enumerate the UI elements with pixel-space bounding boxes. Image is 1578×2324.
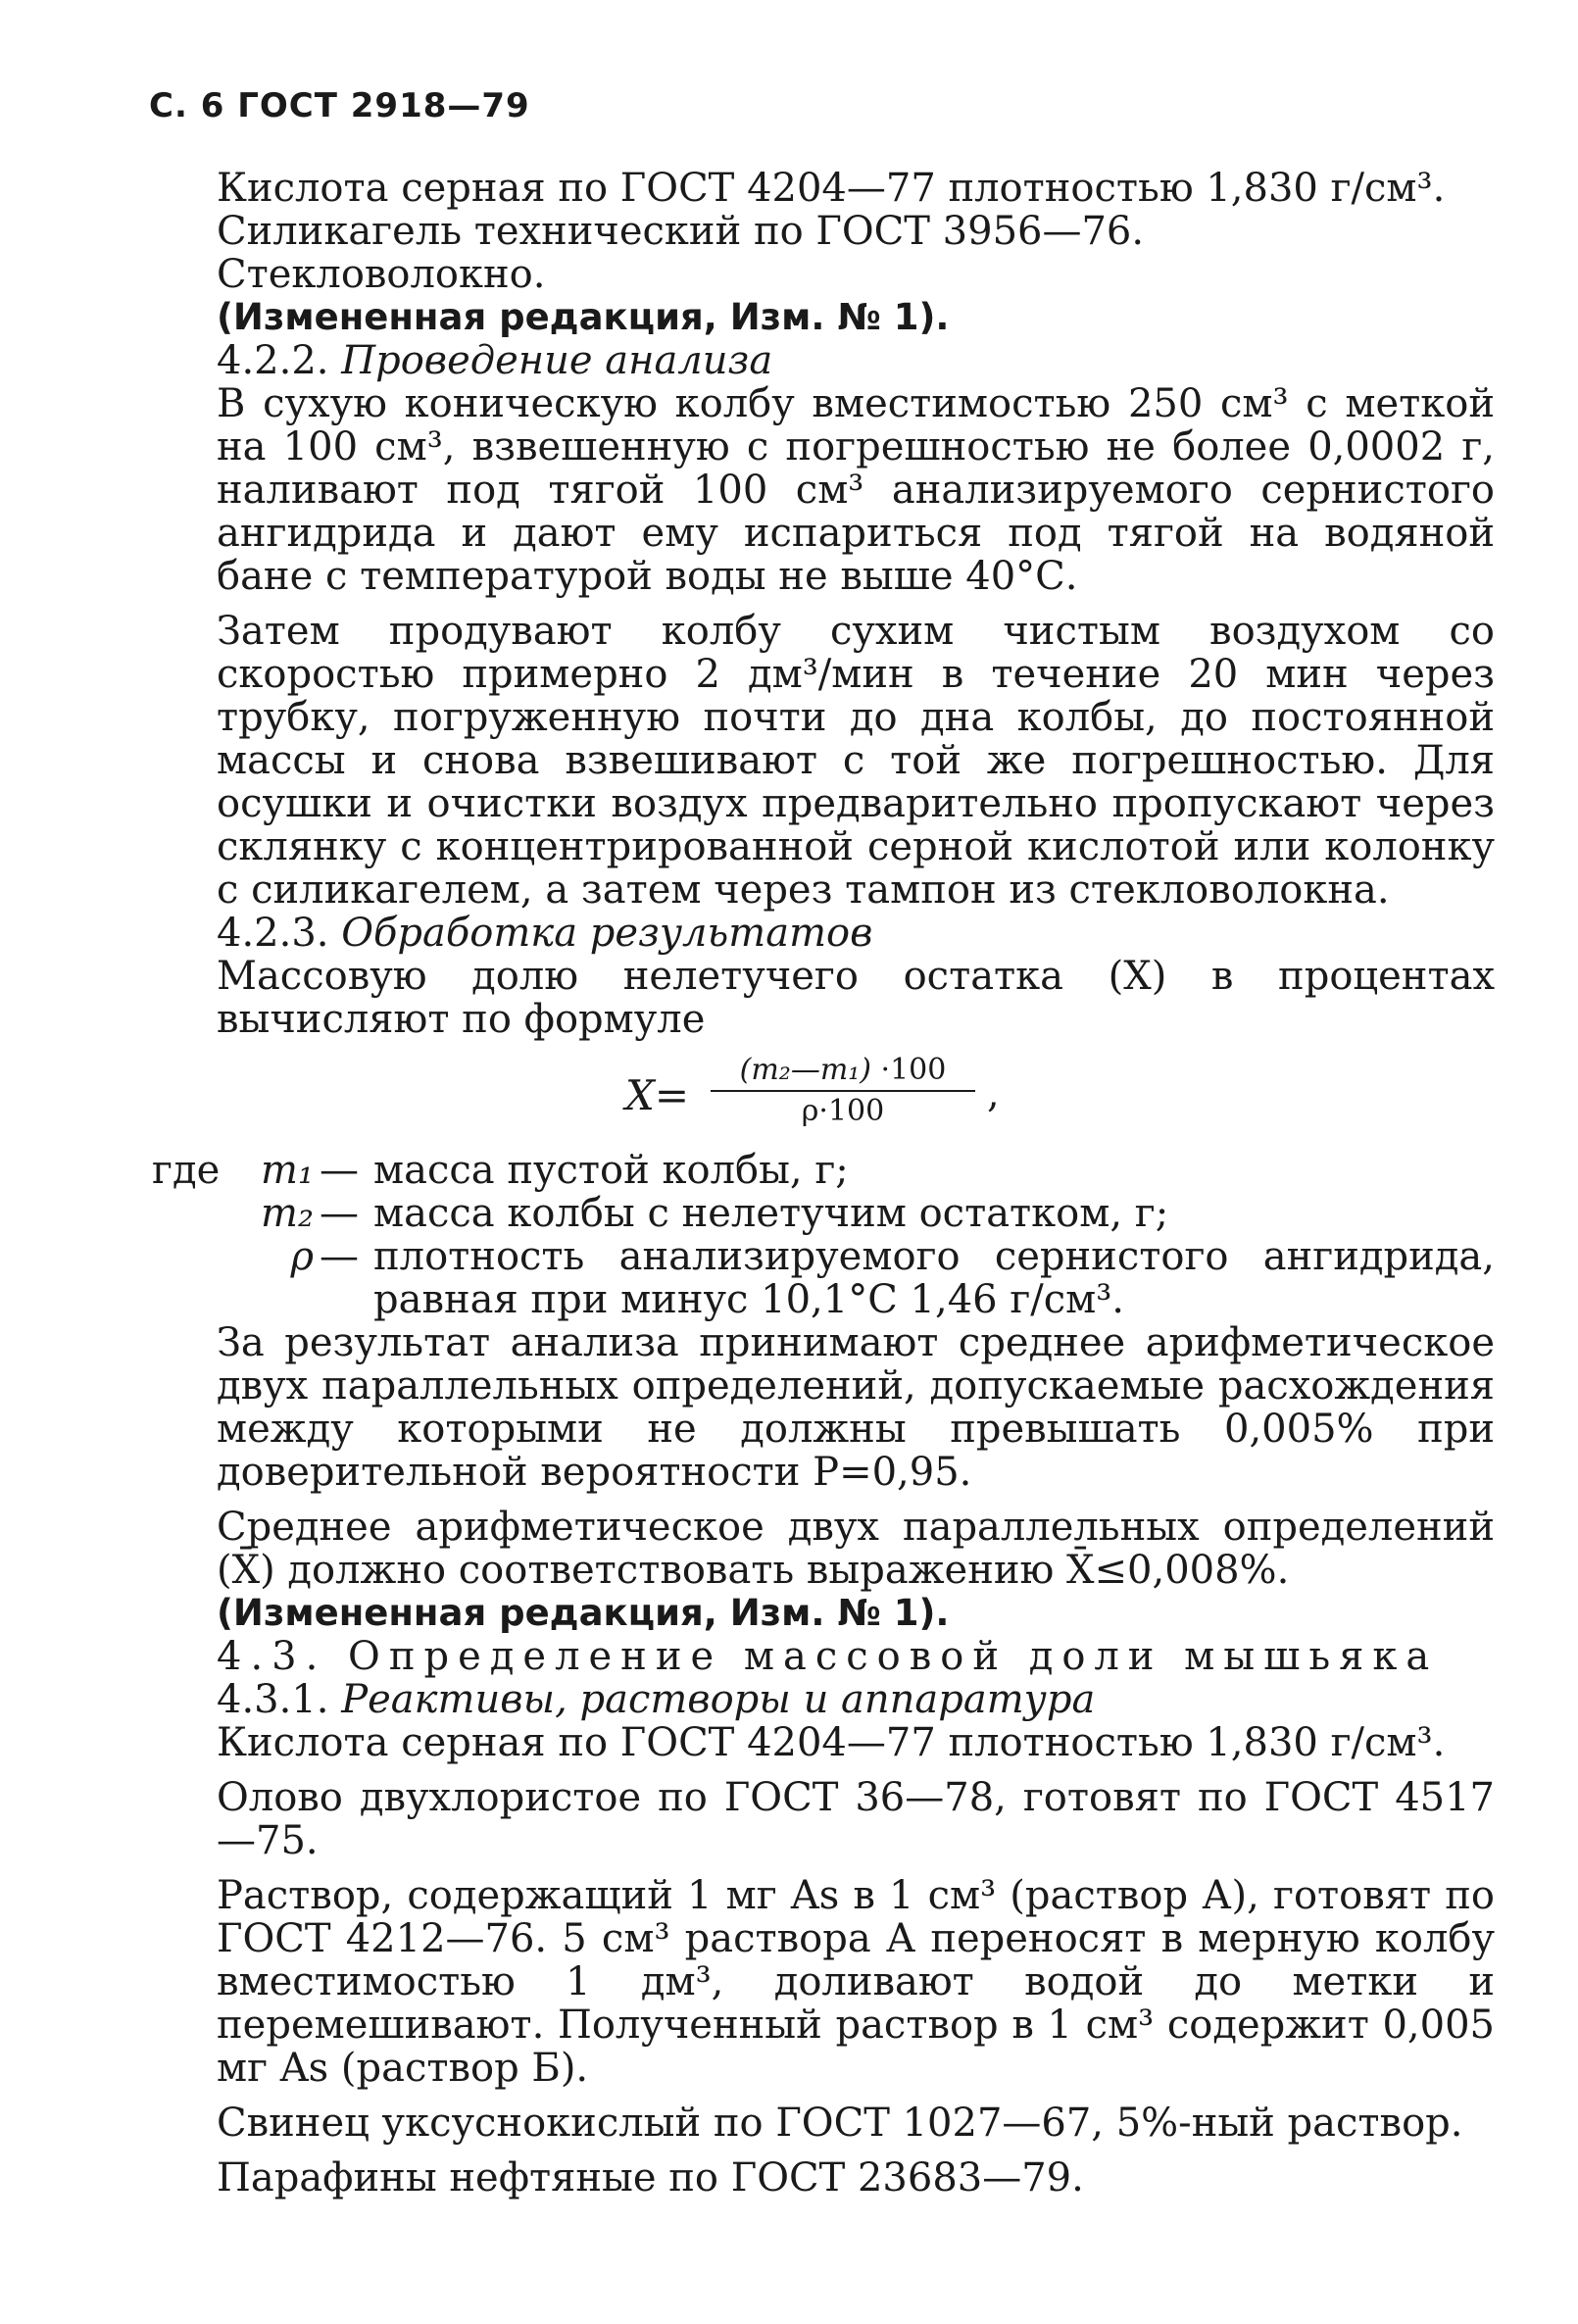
section-heading-4-2-2: [152, 339, 1495, 382]
where-list: [152, 1149, 1495, 1321]
section-heading-4-3-1: [152, 1678, 1495, 1721]
where-definition: масса пустой колбы, г;: [373, 1148, 849, 1193]
formula-fraction: [711, 1053, 975, 1129]
section-heading-4-3: 4.3. Определение массовой доли мышьяка: [217, 1634, 1439, 1679]
where-definition: масса колбы с нелетучим остатком, г;: [373, 1191, 1169, 1236]
where-symbol: m₂: [261, 1191, 314, 1236]
section-number: 4.2.3.: [217, 911, 329, 956]
reagent-item: Олово двухлористое по ГОСТ 36—78, готовят по ГОСТ 4517—75.: [217, 1775, 1495, 1863]
reagent-item: Парафины нефтяные по ГОСТ 23683—79.: [217, 2155, 1084, 2200]
paragraph: В сухую коническую колбу вместимостью 250 см³ с меткой на 100 см³, взвешенную с погрешностью не более 0,0002 г, наливают под тягой 100 см³ анализируемого сернистого ангидрида и дают ему испариться под тягой на водяной бане с температурой воды не выше 40°С.: [217, 381, 1495, 599]
section-title: Проведение анализа: [341, 338, 773, 383]
paragraph: Среднее арифметическое двух параллельных определений (X̄) должно соответствовать выражению X̄≤0,008%.: [217, 1505, 1495, 1593]
where-dash: —: [320, 1191, 359, 1236]
formula-denominator: ρ·100: [801, 1094, 885, 1128]
formula-numerator-vars: (m₂—m₁): [739, 1053, 871, 1087]
page-header: С. 6 ГОСТ 2918—79: [149, 86, 530, 125]
edition-note: (Измененная редакция, Изм. № 1).: [217, 1592, 950, 1634]
where-dash: —: [320, 1234, 359, 1279]
reagent-sulfuric-acid: Кислота серная по ГОСТ 4204—77 плотностью 1,830 г/см³.: [217, 166, 1446, 211]
formula-lhs: X=: [625, 1071, 690, 1119]
where-word: где: [152, 1148, 221, 1193]
fraction-bar: [711, 1090, 975, 1092]
where-item: [152, 1235, 1495, 1321]
reagent-item: Кислота серная по ГОСТ 4204—77 плотностью 1,830 г/см³.: [217, 1720, 1446, 1765]
paragraph: Затем продувают колбу сухим чистым воздухом со скоростью примерно 2 дм³/мин в течение 20 мин через трубку, погруженную почти до дна колбы, до постоянной массы и снова взвешивают с той же погрешностью. Для осушки и очистки воздух предварительно пропускают через склянку с концентрированной серной кислотой или колонку с силикагелем, а затем через тампон из стекловолокна.: [217, 609, 1495, 913]
where-definition: плотность анализируемого сернистого ангидрида, равная при минус 10,1°С 1,46 г/см³.: [373, 1234, 1495, 1322]
where-item: [152, 1149, 1495, 1192]
reagent-silica-gel: Силикагель технический по ГОСТ 3956—76.: [217, 209, 1145, 254]
reagent-item: Свинец уксуснокислый по ГОСТ 1027—67, 5%-ный раствор.: [217, 2101, 1463, 2146]
reagent-item: Раствор, содержащий 1 мг As в 1 см³ (раствор А), готовят по ГОСТ 4212—76. 5 см³ раствора А переносят в мерную колбу вместимостью 1 дм³, доливают водой до метки и перемешивают. Полученный раствор в 1 см³ содержит 0,005 мг As (раствор Б).: [217, 1873, 1495, 2091]
edition-note: (Измененная редакция, Изм. № 1).: [217, 296, 950, 338]
paragraph: Массовую долю нелетучего остатка (X) в процентах вычисляют по формуле: [217, 954, 1495, 1042]
where-symbol: m₁: [261, 1148, 314, 1193]
formula-numerator: [711, 1053, 975, 1088]
section-heading-4-2-3: [152, 912, 1495, 955]
formula: [152, 1049, 1495, 1143]
paragraph: За результат анализа принимают среднее арифметическое двух параллельных определений, допускаемые расхождения между которыми не должны превышать 0,005% при доверительной вероятности P=0,95.: [217, 1320, 1495, 1495]
formula-comma: ,: [987, 1071, 1000, 1116]
where-symbol: ρ: [290, 1234, 314, 1279]
section-title: Реактивы, растворы и аппаратура: [341, 1677, 1096, 1722]
where-item: [152, 1192, 1495, 1235]
section-number: 4.2.2.: [217, 338, 329, 383]
where-dash: —: [320, 1148, 359, 1193]
section-title: Обработка результатов: [341, 911, 873, 956]
reagent-glass-fiber: Стекловолокно.: [217, 252, 546, 297]
page-body: [152, 167, 1495, 2200]
section-number: 4.3.1.: [217, 1677, 329, 1722]
formula-numerator-rest: ·100: [880, 1053, 947, 1087]
